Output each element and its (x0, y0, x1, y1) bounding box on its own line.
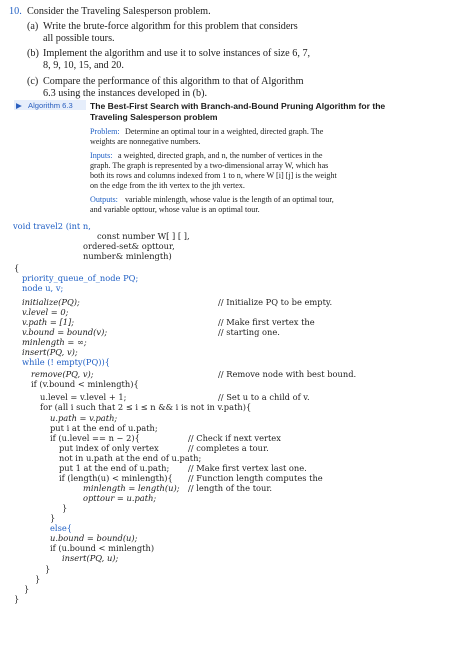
inputs-label: Inputs: (90, 151, 113, 160)
code-line: for (all i such that 2 ≤ i ≤ n && i is not in v.path){ (40, 402, 252, 412)
part-a-line2: all possible tours. (43, 33, 115, 44)
code-line: if (v.bound < minlength){ (31, 379, 139, 389)
outputs-label: Outputs: (90, 195, 118, 204)
code-line: insert(PQ, v); (22, 347, 78, 357)
problem-desc-line2: weights are nonnegative numbers. (90, 137, 201, 146)
inputs-desc-line2: graph. The graph is represented by a two-dimensional array W, which has (90, 161, 329, 170)
code-line: priority_queue_of_node PQ; (22, 273, 139, 283)
code-comment: // Function length computes the (188, 473, 323, 483)
part-a-label: (a) (27, 21, 39, 32)
part-b-line2: 8, 9, 10, 15, and 20. (43, 60, 124, 71)
code-line: node u, v; (22, 283, 64, 293)
code-line: if (length(u) < minlength){ (59, 473, 173, 483)
part-c-line1: Compare the performance of this algorithm to that of Algorithm (43, 76, 304, 87)
code-comment: // starting one. (218, 327, 280, 337)
part-b-line1: Implement the algorithm and use it to solve instances of size 6, 7, (43, 48, 311, 59)
code-line: minlength = ∞; (22, 337, 87, 347)
problem-text: Consider the Traveling Salesperson problem. (27, 6, 211, 17)
code-comment: // Remove node with best bound. (218, 369, 357, 379)
outputs-desc-line1: variable minlength, whose value is the length of an optimal tour, (125, 195, 334, 204)
algorithm-title-line2: Traveling Salesperson problem (90, 112, 218, 122)
code-line: opttour = u.path; (83, 493, 157, 503)
code-line: } (50, 513, 56, 523)
inputs-desc-line3: both its rows and columns indexed from 1 to n, where W [i] [j] is the weight (90, 171, 337, 180)
code-signature-line3: ordered-set& opttour, (83, 241, 175, 251)
part-c-label: (c) (27, 76, 39, 87)
code-line: remove(PQ, v); (31, 369, 94, 379)
code-signature-line4: number& minlength) (83, 251, 172, 261)
part-a-line1: Write the brute-force algorithm for this problem that considers (43, 21, 298, 32)
code-line: { (14, 263, 20, 273)
algorithm-title-line1: The Best-First Search with Branch-and-Bound Pruning Algorithm for the (90, 101, 386, 111)
inputs-desc-line1: a weighted, directed graph, and n, the number of vertices in the (118, 151, 323, 160)
code-line: if (u.level == n − 2){ (50, 433, 140, 443)
code-line: } (24, 584, 30, 594)
inputs-desc-line4: on the edge from the ith vertex to the jth vertex. (90, 181, 245, 190)
code-signature-line1: void travel2 (int n, (13, 221, 91, 231)
code-line: } (62, 503, 68, 513)
code-line: put 1 at the end of u.path; (59, 463, 170, 473)
code-comment: // Make first vertex last one. (188, 463, 307, 473)
code-line: v.path = [1]; (22, 317, 75, 327)
code-line: insert(PQ, u); (62, 553, 119, 563)
part-b-label: (b) (27, 48, 39, 59)
part-c-line2: 6.3 using the instances developed in (b). (43, 88, 208, 99)
code-line: not in u.path at the end of u.path; (59, 453, 202, 463)
code-comment: // completes a tour. (188, 443, 269, 453)
problem-desc-line1: Determine an optimal tour in a weighted, directed graph. The (125, 127, 324, 136)
code-line: u.bound = bound(u); (50, 533, 138, 543)
code-line: if (u.bound < minlength) (50, 543, 155, 553)
triangle-icon: ▶ (16, 101, 22, 110)
code-comment: // length of the tour. (188, 483, 273, 493)
code-comment: // Initialize PQ to be empty. (218, 297, 333, 307)
code-comment: // Set u to a child of v. (218, 392, 310, 402)
code-line: put i at the end of u.path; (50, 423, 158, 433)
code-line: u.path = v.path; (50, 413, 118, 423)
code-line: minlength = length(u); (83, 483, 180, 493)
code-line: while (! empty(PQ)){ (22, 357, 110, 367)
code-comment: // Check if next vertex (188, 433, 281, 443)
code-line: } (14, 594, 20, 604)
code-line: v.level = 0; (22, 307, 69, 317)
code-line: } (45, 564, 51, 574)
code-line: put index of only vertex (59, 443, 159, 453)
code-line: else{ (50, 523, 73, 533)
code-line: } (35, 574, 41, 584)
algorithm-tag: Algorithm 6.3 (28, 101, 73, 110)
code-line: v.bound = bound(v); (22, 327, 108, 337)
code-signature-line2: const number W[ ] [ ], (97, 231, 190, 241)
problem-number: 10. (9, 6, 22, 17)
outputs-desc-line2: and variable opttour, whose value is an optimal tour. (90, 205, 260, 214)
problem-label: Problem: (90, 127, 120, 136)
code-line: initialize(PQ); (22, 297, 80, 307)
code-comment: // Make first vertex the (218, 317, 315, 327)
code-line: u.level = v.level + 1; (40, 392, 127, 402)
